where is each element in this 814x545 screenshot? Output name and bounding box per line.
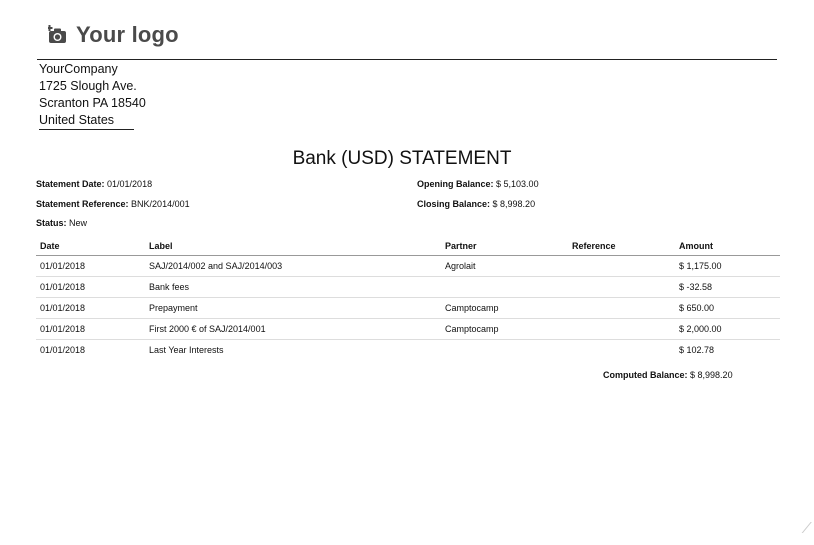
table-row: [36, 340, 780, 361]
cell-partner: [441, 277, 568, 298]
cell-reference: [568, 256, 675, 277]
table-header-row: [36, 236, 780, 256]
cell-reference: [568, 319, 675, 340]
cell-partner: Camptocamp: [441, 319, 568, 340]
cell-label: Prepayment: [145, 298, 441, 319]
status-value: New: [69, 218, 88, 228]
company-name: YourCompany: [39, 62, 118, 76]
column-header-amount: Amount: [675, 236, 780, 256]
company-city: Scranton PA 18540: [39, 96, 146, 110]
cell-reference: [568, 298, 675, 319]
cell-label: SAJ/2014/002 and SAJ/2014/003: [145, 256, 441, 277]
opening-balance-value: $ 5,103.00: [496, 179, 539, 189]
cell-label: First 2000 € of SAJ/2014/001: [145, 319, 441, 340]
cell-reference: [568, 277, 675, 298]
opening-balance: [417, 179, 539, 189]
table-row: [36, 256, 780, 277]
column-header-date: Date: [36, 236, 145, 256]
cell-date: 01/01/2018: [36, 319, 145, 340]
statement-status: [36, 218, 87, 228]
status-label: Status:: [36, 218, 67, 228]
cell-partner: Agrolait: [441, 256, 568, 277]
company-address: [39, 61, 146, 130]
statement-reference-value: BNK/2014/001: [131, 199, 190, 209]
statement-date: [36, 179, 152, 189]
statement-reference: [36, 199, 190, 209]
cell-date: 01/01/2018: [36, 298, 145, 319]
computed-balance-label: Computed Balance:: [603, 370, 688, 380]
company-logo: [48, 22, 179, 48]
statement-date-value: 01/01/2018: [107, 179, 153, 189]
camera-plus-icon: [48, 25, 68, 45]
table-row: [36, 277, 780, 298]
column-header-partner: Partner: [441, 236, 568, 256]
cell-date: 01/01/2018: [36, 256, 145, 277]
cell-label: Bank fees: [145, 277, 441, 298]
statement-lines-table: [36, 236, 780, 360]
cell-amount: $ 650.00: [675, 298, 780, 319]
statement-date-label: Statement Date:: [36, 179, 105, 189]
computed-balance-value: $ 8,998.20: [690, 370, 733, 380]
cell-amount: $ 2,000.00: [675, 319, 780, 340]
cell-date: 01/01/2018: [40, 345, 86, 355]
statement-reference-label: Statement Reference:: [36, 199, 129, 209]
opening-balance-label: Opening Balance:: [417, 179, 494, 189]
column-header-label: Label: [145, 236, 441, 256]
cell-amount: $ -32.58: [675, 277, 780, 298]
table-row: [36, 319, 780, 340]
header-divider: [37, 59, 777, 60]
company-country: United States: [39, 112, 134, 130]
logo-text: Your logo: [76, 22, 179, 47]
cell-partner: Camptocamp: [441, 298, 568, 319]
cell-partner: [441, 340, 568, 361]
closing-balance-label: Closing Balance:: [417, 199, 491, 209]
cell-date: 01/01/2018: [36, 277, 145, 298]
page-title: Bank (USD) STATEMENT: [292, 148, 512, 169]
company-street: 1725 Slough Ave.: [39, 79, 137, 93]
cell-label: Last Year Interests: [149, 345, 224, 355]
table-row: [36, 298, 780, 319]
column-header-reference: Reference: [568, 236, 675, 256]
cell-amount: $ 102.78: [679, 345, 715, 355]
closing-balance: [417, 199, 535, 209]
corner-glyph: ⁄: [806, 520, 809, 537]
cell-reference: [568, 340, 675, 361]
closing-balance-value: $ 8,998.20: [492, 199, 536, 209]
computed-balance: [603, 370, 733, 380]
cell-amount: $ 1,175.00: [675, 256, 780, 277]
